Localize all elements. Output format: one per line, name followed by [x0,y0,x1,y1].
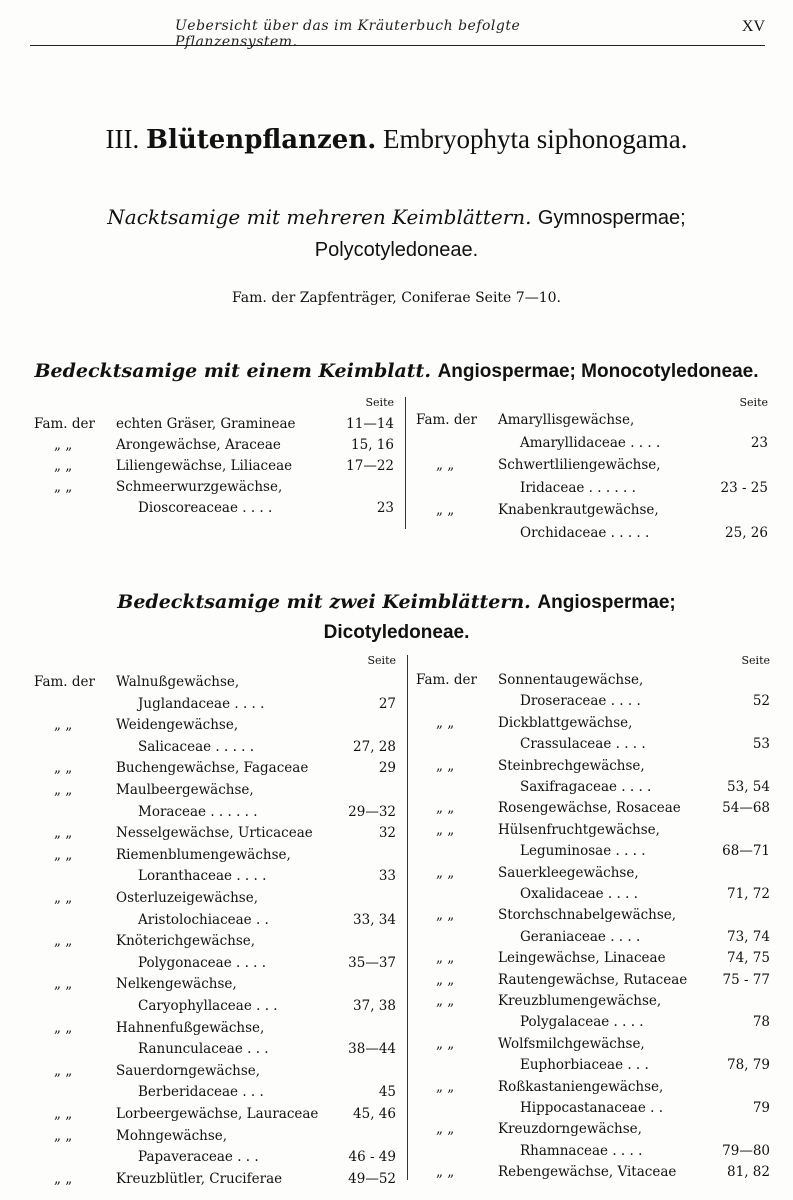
list-item [416,886,770,906]
family-name: Papaveraceae . . . [138,1149,259,1166]
family-prefix: „ „ [54,782,73,798]
family-name: Hippocastanaceae . . [520,1100,664,1116]
page-reference: 45 [378,1084,396,1101]
gymno-heading-line2: Polycotyledoneae. [314,239,479,261]
family-prefix: „ „ [54,1019,73,1036]
family-name: Sonnentaugewächse, [498,672,644,688]
list-item [34,847,396,867]
family-name: Amaryllidaceae . . . . [520,434,661,451]
list-item [34,416,394,436]
gymno-heading-latin: Gymnospermae; [537,207,686,229]
family-name: Liliengewächse, Liliaceae [116,458,293,474]
list-item [34,1149,396,1169]
family-prefix: „ „ [54,458,73,474]
list-item [416,972,770,992]
list-item [34,825,396,845]
list-item [34,760,396,780]
list-item [34,500,394,520]
list-item [416,800,770,820]
family-name: Schmeerwurzgewächse, [116,479,283,495]
list-item [416,1079,770,1099]
mono-left-seite-label: Seite [365,396,394,409]
family-prefix: „ „ [436,971,455,988]
family-prefix: Fam. der [416,412,477,428]
page-reference: 46 - 49 [348,1149,396,1166]
family-prefix: „ „ [54,976,73,993]
list-item [34,717,396,737]
page-reference: 53 [752,736,770,753]
page-reference: 71, 72 [727,886,770,902]
family-name: Saxifragaceae . . . . [520,779,652,795]
mono-heading-fraktur: Bedecktsamige mit einem Keimblatt. [34,360,431,382]
list-item [34,458,394,478]
mono-right-seite-label: Seite [739,396,768,409]
list-item [416,1164,770,1184]
family-name: Hahnenfußgewächse, [116,1019,265,1036]
list-item [416,843,770,863]
mono-column-divider [405,397,406,529]
family-prefix: „ „ [436,502,455,518]
page-reference: 74, 75 [727,950,770,967]
list-item [34,933,396,953]
family-name: Ranunculaceae . . . [138,1041,269,1058]
page-reference: 53, 54 [727,779,770,795]
family-name: Roßkastaniengewächse, [498,1078,664,1095]
family-name: Nelkengewächse, [116,976,237,993]
page-reference: 23 [376,500,394,516]
mono-heading-latin: Angiospermae; Monocotyledoneae. [437,361,759,382]
page-reference: 17—22 [346,458,394,474]
family-name: Aristolochiaceae . . [138,911,269,928]
gymno-heading-line1 [0,203,793,233]
list-item [34,674,396,694]
list-item [416,779,770,799]
family-prefix: „ „ [54,825,73,842]
family-name: Euphorbiaceae . . . [520,1057,649,1074]
list-item [34,479,394,499]
family-name: Weidengewächse, [116,717,239,734]
dico-heading-line2: Dicotyledoneae. [323,622,470,643]
list-item [416,672,770,692]
list-item [34,1020,396,1040]
dico-heading-fraktur: Bedecktsamige mit zwei Keimblättern. [117,591,531,613]
page-reference: 32 [378,825,396,842]
family-name: Droseraceae . . . . [520,693,641,710]
list-item [416,457,768,477]
list-item [34,782,396,802]
list-item [416,1143,770,1163]
family-prefix: „ „ [54,933,73,950]
list-item [34,804,396,824]
family-name: Leguminosae . . . . [520,843,646,860]
family-name: Sauerdorngewächse, [116,1062,261,1079]
family-prefix: „ „ [436,864,455,881]
family-name: Iridaceae . . . . . . [520,479,636,496]
list-item [34,912,396,932]
page-reference: 79—80 [722,1142,770,1159]
page-reference: 49—52 [348,1170,396,1187]
list-item [416,929,770,949]
page-reference: 33, 34 [353,911,396,928]
family-prefix: „ „ [436,714,455,731]
list-item [34,998,396,1018]
page-reference: 23 - 25 [720,479,768,496]
dico-left-column [34,654,396,1187]
dico-heading-latin: Angiospermae; [537,592,676,613]
dico-left-seite-label: Seite [367,654,396,667]
mono-left-column [34,396,394,526]
list-item [34,1128,396,1148]
list-item [34,437,394,457]
part-number: III. [105,124,140,154]
dico-heading [0,587,793,618]
list-item [416,715,770,735]
list-item [416,865,770,885]
list-item [416,822,770,842]
list-item [416,525,768,545]
family-prefix: „ „ [436,757,455,774]
page-reference: 29 [378,760,396,777]
family-name: Rosengewächse, Rosaceae [498,800,681,817]
family-name: Kreuzblütler, Cruciferae [116,1170,283,1187]
family-name: Kreuzblumengewächse, [498,993,662,1009]
page-reference: 37, 38 [353,998,396,1014]
family-name: Dioscoreaceae . . . . [138,500,273,516]
conifer-line: Fam. der Zapfenträger, Coniferae Seite 7—10. [232,290,561,306]
gymno-heading-fraktur: Nacktsamige mit mehreren Keimblättern. [107,205,532,229]
list-item [34,868,396,888]
family-prefix: „ „ [436,950,455,967]
list-item [34,696,396,716]
family-name: Nesselgewächse, Urticaceae [116,825,313,842]
page-reference: 75 - 77 [722,971,770,988]
family-prefix: „ „ [436,1078,455,1095]
family-prefix: „ „ [54,1170,73,1187]
family-prefix: „ „ [54,437,73,453]
page-reference: 11—14 [346,416,394,432]
family-prefix: „ „ [436,821,455,838]
family-name: Knöterichgewächse, [116,933,256,950]
page-reference: 38—44 [348,1041,396,1058]
page-reference: 29—32 [348,803,396,820]
family-name: Dickblattgewächse, [498,714,633,731]
family-name: Rhamnaceae . . . . [520,1142,643,1159]
part-title [0,124,793,155]
family-prefix: „ „ [54,479,73,495]
list-item [34,739,396,759]
family-name: Oxalidaceae . . . . [520,886,638,902]
list-item [34,976,396,996]
running-title: Uebersicht über das im Kräuterbuch befolgte Pflanzensystem. [175,18,521,50]
page-reference: 68—71 [722,843,770,860]
mono-heading [0,356,793,387]
list-item [416,1036,770,1056]
page-reference: 73, 74 [727,928,770,945]
family-name: Schwertliliengewächse, [498,457,661,473]
family-name: Wolfsmilchgewächse, [498,1035,645,1052]
page-reference: 33 [378,868,396,885]
family-prefix: „ „ [54,1106,73,1122]
page-reference: 79 [752,1100,770,1116]
family-name: Leingewächse, Linaceae [498,950,666,967]
family-name: Kreuzdorngewächse, [498,1121,642,1138]
list-item [416,1100,770,1120]
family-name: Amaryllisgewächse, [498,412,635,428]
family-name: Rautengewächse, Rutaceae [498,971,688,988]
family-name: Salicaceae . . . . . [138,738,255,755]
family-name: Rebengewächse, Vitaceae [498,1164,677,1181]
family-prefix: „ „ [436,907,455,924]
list-item [416,736,770,756]
page-reference: 27, 28 [353,738,396,755]
family-name: Lorbeergewächse, Lauraceae [116,1106,319,1122]
list-item [416,502,768,522]
list-item [416,758,770,778]
dico-column-divider [407,655,408,1180]
page-number: XV [741,18,765,35]
family-name: Orchidaceae . . . . . [520,524,650,541]
dico-right-column [416,654,770,1184]
family-name: Berberidaceae . . . [138,1084,264,1101]
page-reference: 25, 26 [725,524,768,541]
page-reference: 78 [752,1014,770,1031]
family-name: Moraceae . . . . . . [138,803,258,820]
list-item [34,1171,396,1191]
family-name: Caryophyllaceae . . . [138,998,278,1014]
dico-right-seite-label: Seite [741,654,770,667]
family-name: Storchschnabelgewächse, [498,907,677,924]
page-reference: 45, 46 [353,1106,396,1122]
family-prefix: Fam. der [34,674,95,690]
family-name: Riemenblumengewächse, [116,846,291,863]
list-item [34,1041,396,1061]
list-item [416,480,768,500]
family-name: Sauerkleegewächse, [498,864,639,881]
family-name: Geraniaceae . . . . [520,928,641,945]
list-item [34,1063,396,1083]
family-name: Buchengewächse, Fagaceae [116,760,309,777]
part-title-fraktur: Blütenpflanzen. [145,125,377,155]
list-item [416,907,770,927]
family-name: Maulbeergewächse, [116,782,254,798]
family-name: Juglandaceae . . . . [138,695,265,712]
header-rule [30,45,765,46]
family-prefix: „ „ [436,1164,455,1181]
family-prefix: „ „ [54,717,73,734]
list-item [34,955,396,975]
family-name: Walnußgewächse, [116,674,240,690]
page-reference: 81, 82 [727,1164,770,1181]
family-name: Knabenkrautgewächse, [498,502,659,518]
family-name: Crassulaceae . . . . [520,736,646,753]
family-name: Steinbrechgewächse, [498,757,645,774]
family-prefix: „ „ [54,760,73,777]
part-title-latin: Embryophyta siphonogama. [383,124,688,154]
list-item [34,1084,396,1104]
family-prefix: „ „ [436,1035,455,1052]
family-prefix: Fam. der [416,672,477,688]
list-item [416,412,768,432]
family-name: echten Gräser, Gramineae [116,416,296,432]
family-name: Osterluzeigewächse, [116,890,258,906]
family-prefix: Fam. der [34,416,95,432]
family-prefix: „ „ [436,1121,455,1138]
family-prefix: „ „ [436,457,455,473]
page-reference: 27 [378,695,396,712]
family-prefix: „ „ [54,846,73,863]
family-prefix: „ „ [54,1127,73,1144]
list-item [34,890,396,910]
family-name: Arongewächse, Araceae [116,437,281,453]
family-name: Loranthaceae . . . . [138,868,267,885]
list-item [416,435,768,455]
list-item [416,1057,770,1077]
family-prefix: „ „ [54,890,73,906]
list-item [416,1014,770,1034]
list-item [416,1121,770,1141]
page-reference: 35—37 [348,954,396,971]
family-prefix: „ „ [436,993,455,1009]
family-name: Hülsenfruchtgewächse, [498,821,660,838]
page-reference: 52 [752,693,770,710]
list-item [34,1106,396,1126]
page-reference: 15, 16 [351,437,394,453]
page-reference: 54—68 [722,800,770,817]
list-item [416,693,770,713]
page-reference: 78, 79 [727,1057,770,1074]
family-prefix: „ „ [54,1062,73,1079]
family-name: Mohngewächse, [116,1127,228,1144]
family-prefix: „ „ [436,800,455,817]
family-name: Polygalaceae . . . . [520,1014,644,1031]
page-reference: 23 [750,434,768,451]
mono-right-column [416,396,768,546]
list-item [416,950,770,970]
list-item [416,993,770,1013]
family-name: Polygonaceae . . . . [138,954,267,971]
